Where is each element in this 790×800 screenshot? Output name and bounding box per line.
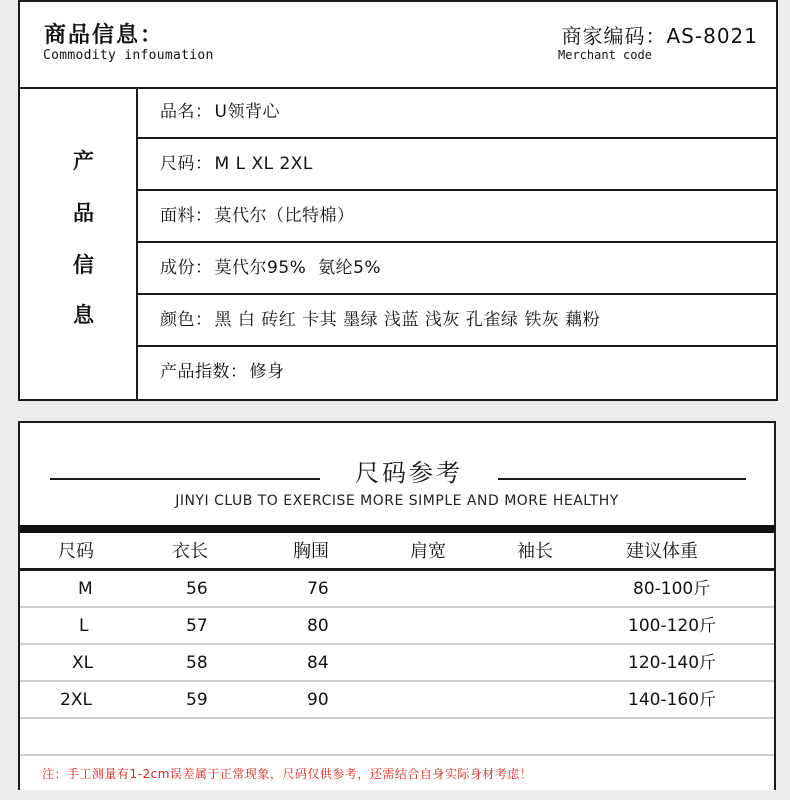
column-header: 肩宽 <box>410 541 446 562</box>
table-row <box>20 608 774 645</box>
info-row-value: 莫代尔（比特棉） <box>214 206 355 226</box>
column-header: 衣长 <box>172 541 208 562</box>
side-label-char: 产 <box>73 149 94 173</box>
table-cell: 59 <box>186 690 208 710</box>
size-chart-panel <box>18 421 776 790</box>
info-row-label: 成份： <box>160 258 213 278</box>
side-label-char: 息 <box>73 303 94 327</box>
table-cell: M <box>78 579 93 599</box>
table-cell: 2XL <box>60 690 92 710</box>
info-row-label: 颜色： <box>160 310 213 330</box>
table-cell: XL <box>72 653 94 673</box>
info-row-colors <box>138 295 776 347</box>
info-row-label: 面料： <box>160 206 213 226</box>
table-cell: 140-160斤 <box>628 690 717 710</box>
column-header: 建议体重 <box>626 541 698 562</box>
column-header: 胸围 <box>293 541 329 562</box>
info-row-size <box>138 139 776 191</box>
info-row-value: M L XL 2XL <box>214 154 313 174</box>
product-info-title: 商品信息： <box>44 23 165 48</box>
title-rule-left <box>50 478 320 480</box>
table-cell: 80-100斤 <box>633 579 711 599</box>
table-cell: 120-140斤 <box>628 653 717 673</box>
table-row-empty <box>20 719 774 756</box>
divider-bar <box>20 525 774 533</box>
size-chart-subtitle: JINYI CLUB TO EXERCISE MORE SIMPLE AND MORE HEALTHY <box>175 493 619 509</box>
product-info-header <box>20 2 776 89</box>
info-row-label: 产品指数： <box>160 362 248 382</box>
merchant-code-en: Merchant code <box>558 48 652 62</box>
table-row <box>20 645 774 682</box>
table-cell: 58 <box>186 653 208 673</box>
product-info-rows <box>138 87 776 399</box>
merchant-code: 商家编码：AS-8021 <box>561 24 758 48</box>
table-cell: 56 <box>186 579 208 599</box>
table-row <box>20 571 774 608</box>
table-cell: 80 <box>307 616 329 636</box>
info-row-label: 尺码： <box>160 154 213 174</box>
info-row-composition <box>138 243 776 295</box>
column-header: 尺码 <box>58 541 94 562</box>
info-row-value: 莫代尔95% 氨纶5% <box>214 258 382 278</box>
product-info-side-label <box>20 87 138 399</box>
info-row-fit-index <box>138 347 776 399</box>
table-cell: 100-120斤 <box>628 616 717 636</box>
title-rule-right <box>498 478 746 480</box>
table-cell: 57 <box>186 616 208 636</box>
column-header: 袖长 <box>517 541 553 562</box>
info-row-value: U领背心 <box>214 102 280 122</box>
info-row-fabric <box>138 191 776 243</box>
info-row-label: 品名： <box>160 102 213 122</box>
size-table-header <box>20 533 774 571</box>
table-cell: L <box>79 616 89 636</box>
info-row-name <box>138 87 776 139</box>
size-chart-title-block <box>20 423 774 525</box>
product-info-panel <box>18 0 778 401</box>
product-info-title-en: Commodity infoumation <box>43 48 214 63</box>
side-label-char: 信 <box>73 253 94 277</box>
size-chart-title: 尺码参考 <box>355 459 463 487</box>
info-row-value: 修身 <box>249 362 285 382</box>
info-row-value: 黑 白 砖红 卡其 墨绿 浅蓝 浅灰 孔雀绿 铁灰 藕粉 <box>214 310 601 330</box>
table-cell: 90 <box>307 690 329 710</box>
table-cell: 76 <box>307 579 329 599</box>
table-cell: 84 <box>307 653 329 673</box>
table-row <box>20 682 774 719</box>
measurement-note: 注：手工测量有1-2cm误差属于正常现象，尺码仅供参考，还需结合自身实际身材考虑！ <box>42 767 533 781</box>
side-label-char: 品 <box>73 201 94 225</box>
